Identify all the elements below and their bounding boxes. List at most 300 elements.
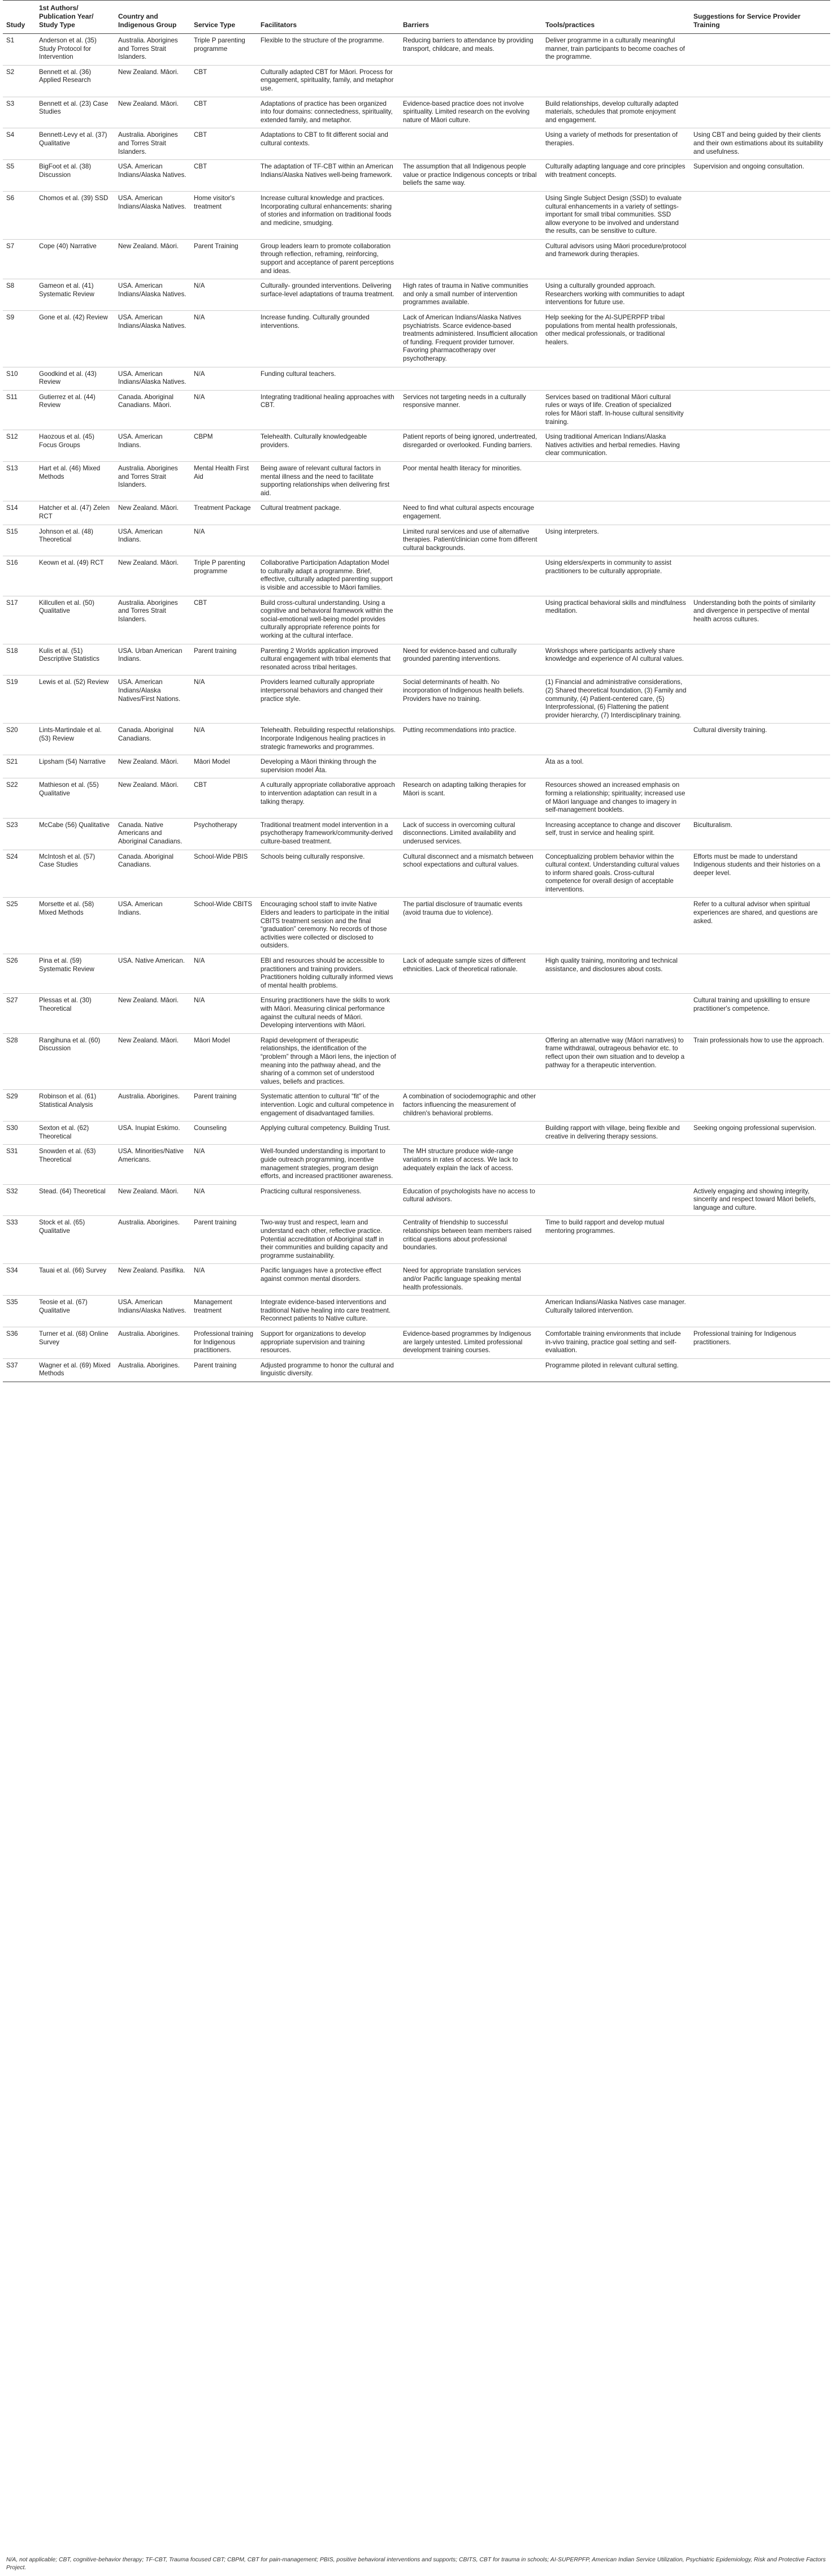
cell-tools: (1) Financial and administrative considerations, (2) Shared theoretical foundation, (3) Family and community, (4) Patient-centered care, (5) Interprofessional, (6) Flattening the patient provider hierarchy, (7) Interdisciplinary training.: [542, 676, 690, 724]
header-service: Service Type: [190, 1, 257, 34]
table-header: [3, 1, 830, 34]
cell-service: CBT: [190, 97, 257, 128]
cell-facilitators: A culturally appropriate collaborative approach to intervention adaptation can result in a talking therapy.: [257, 778, 400, 818]
cell-author: Stock et al. (65) Qualitative: [36, 1216, 115, 1264]
cell-study: S11: [3, 390, 36, 430]
cell-country: USA. Minorities/Native Americans.: [115, 1145, 190, 1184]
cell-service: Treatment Package: [190, 501, 257, 525]
cell-tools: [542, 367, 690, 390]
table-footnote: N/A, not applicable; CBT, cognitive-behavior therapy; TF-CBT, Trauma focused CBT; CBPM, CBT for pain-management; PBIS, positive behavioral interventions and supports; CBITS, CBT for trauma in schools; AI-SUPERPFP, American Indian Service Utilization, Psychiatric Epidemiology, Risk and Protective Factors Project.: [6, 2557, 826, 2571]
cell-facilitators: Cultural treatment package.: [257, 501, 400, 525]
cell-country: New Zealand. Māori.: [115, 1184, 190, 1216]
cell-facilitators: Schools being culturally responsive.: [257, 850, 400, 898]
header-study: Study: [3, 1, 36, 34]
cell-country: New Zealand. Māori.: [115, 97, 190, 128]
cell-suggestions: Train professionals how to use the approach.: [690, 1033, 830, 1090]
cell-barriers: Need to find what cultural aspects encourage engagement.: [400, 501, 542, 525]
cell-tools: Using elders/experts in community to assist practitioners to be culturally appropriate.: [542, 556, 690, 596]
cell-study: S24: [3, 850, 36, 898]
table-row: [3, 1122, 830, 1145]
cell-author: Morsette et al. (58) Mixed Methods: [36, 898, 115, 954]
cell-country: Australia. Aborigines.: [115, 1358, 190, 1382]
cell-study: S31: [3, 1145, 36, 1184]
cell-barriers: Patient reports of being ignored, undertreated, disregarded or overlooked. Funding barriers.: [400, 430, 542, 462]
cell-author: Snowden et al. (63) Theoretical: [36, 1145, 115, 1184]
cell-barriers: Education of psychologists have no access to cultural advisors.: [400, 1184, 542, 1216]
cell-tools: Cultural advisors using Māori procedure/protocol and framework during therapies.: [542, 239, 690, 279]
cell-barriers: [400, 239, 542, 279]
table-row: [3, 367, 830, 390]
cell-country: USA. American Indians/Alaska Natives.: [115, 191, 190, 239]
studies-table: [3, 0, 830, 1382]
cell-barriers: [400, 128, 542, 160]
table-row: [3, 1327, 830, 1359]
cell-service: CBT: [190, 65, 257, 97]
cell-service: School-Wide PBIS: [190, 850, 257, 898]
cell-author: Keown et al. (49) RCT: [36, 556, 115, 596]
cell-country: New Zealand. Pasifika.: [115, 1264, 190, 1296]
cell-study: S6: [3, 191, 36, 239]
cell-barriers: [400, 65, 542, 97]
cell-study: S19: [3, 676, 36, 724]
cell-study: S34: [3, 1264, 36, 1296]
cell-suggestions: [690, 1216, 830, 1264]
cell-facilitators: Flexible to the structure of the programme.: [257, 34, 400, 66]
header-barriers: Barriers: [400, 1, 542, 34]
cell-suggestions: [690, 461, 830, 501]
cell-study: S2: [3, 65, 36, 97]
cell-facilitators: Adjusted programme to honor the cultural and linguistic diversity.: [257, 1358, 400, 1382]
cell-country: Australia. Aborigines and Torres Strait Islanders.: [115, 128, 190, 160]
table-row: [3, 644, 830, 676]
cell-tools: Using practical behavioral skills and mindfulness meditation.: [542, 596, 690, 644]
cell-facilitators: Telehealth. Rebuilding respectful relationships. Incorporate Indigenous healing practices in strategic frameworks and programmes.: [257, 724, 400, 755]
header-country: Country and Indigenous Group: [115, 1, 190, 34]
cell-barriers: The MH structure produce wide-range variations in rates of access. We lack to adequately explain the lack of access.: [400, 1145, 542, 1184]
cell-facilitators: EBI and resources should be accessible to practitioners and training providers. Practitioners holding culturally informed views of mental health problems.: [257, 954, 400, 994]
cell-facilitators: The adaptation of TF-CBT within an American Indians/Alaska Natives well-being framework.: [257, 160, 400, 192]
cell-country: USA. American Indians.: [115, 898, 190, 954]
cell-facilitators: Parenting 2 Worlds application improved cultural engagement with tribal elements that resonated across tribal heritages.: [257, 644, 400, 676]
cell-facilitators: Applying cultural competency. Building Trust.: [257, 1122, 400, 1145]
cell-barriers: The assumption that all Indigenous people value or practice Indigenous concepts or tribal beliefs the same way.: [400, 160, 542, 192]
cell-country: New Zealand. Māori.: [115, 778, 190, 818]
cell-tools: [542, 1264, 690, 1296]
cell-study: S22: [3, 778, 36, 818]
cell-country: USA. American Indians.: [115, 525, 190, 556]
cell-study: S9: [3, 311, 36, 367]
table-row: [3, 556, 830, 596]
cell-service: N/A: [190, 367, 257, 390]
cell-suggestions: [690, 501, 830, 525]
cell-service: N/A: [190, 1145, 257, 1184]
cell-study: S32: [3, 1184, 36, 1216]
cell-tools: [542, 1090, 690, 1122]
cell-suggestions: Biculturalism.: [690, 818, 830, 850]
cell-facilitators: Support for organizations to develop appropriate supervision and training resources.: [257, 1327, 400, 1359]
cell-author: Chomos et al. (39) SSD: [36, 191, 115, 239]
table-row: [3, 1358, 830, 1382]
cell-country: USA. American Indians/Alaska Natives.: [115, 311, 190, 367]
header-suggestions: Suggestions for Service Provider Training: [690, 1, 830, 34]
cell-service: CBT: [190, 596, 257, 644]
cell-barriers: [400, 1122, 542, 1145]
cell-barriers: [400, 556, 542, 596]
table-row: [3, 1145, 830, 1184]
cell-facilitators: Developing a Māori thinking through the supervision model Āta.: [257, 755, 400, 778]
table-row: [3, 1184, 830, 1216]
cell-service: CBT: [190, 778, 257, 818]
cell-service: Māori Model: [190, 755, 257, 778]
cell-suggestions: [690, 755, 830, 778]
cell-author: Lints-Martindale et al. (53) Review: [36, 724, 115, 755]
cell-suggestions: [690, 65, 830, 97]
cell-barriers: [400, 1358, 542, 1382]
cell-suggestions: Actively engaging and showing integrity, sincerity and respect toward Māori beliefs, language and culture.: [690, 1184, 830, 1216]
cell-barriers: Evidence-based practice does not involve spirituality. Limited research on the evolving nature of Māori culture.: [400, 97, 542, 128]
table-row: [3, 128, 830, 160]
cell-country: New Zealand. Māori.: [115, 994, 190, 1033]
cell-study: S13: [3, 461, 36, 501]
cell-barriers: [400, 994, 542, 1033]
cell-country: USA. Urban American Indians.: [115, 644, 190, 676]
cell-service: Triple P parenting programme: [190, 34, 257, 66]
cell-suggestions: Seeking ongoing professional supervision.: [690, 1122, 830, 1145]
cell-tools: High quality training, monitoring and technical assistance, and disclosures about costs.: [542, 954, 690, 994]
cell-suggestions: [690, 644, 830, 676]
cell-author: McCabe (56) Qualitative: [36, 818, 115, 850]
table-row: [3, 160, 830, 192]
cell-barriers: A combination of sociodemographic and other factors influencing the measurement of children's behavioral problems.: [400, 1090, 542, 1122]
table-row: [3, 525, 830, 556]
cell-study: S21: [3, 755, 36, 778]
cell-barriers: Research on adapting talking therapies for Māori is scant.: [400, 778, 542, 818]
cell-author: Killcullen et al. (50) Qualitative: [36, 596, 115, 644]
cell-author: Bennett et al. (36) Applied Research: [36, 65, 115, 97]
cell-facilitators: Collaborative Participation Adaptation Model to culturally adapt a programme. Brief, effective, culturally adapted parenting support is visible and accessible to Māori families.: [257, 556, 400, 596]
cell-barriers: Services not targeting needs in a culturally responsive manner.: [400, 390, 542, 430]
cell-facilitators: Being aware of relevant cultural factors in mental illness and the need to facilitate supporting relationships when delivering first aid.: [257, 461, 400, 501]
cell-country: Canada. Native Americans and Aboriginal Canadians.: [115, 818, 190, 850]
cell-study: S27: [3, 994, 36, 1033]
cell-facilitators: Pacific languages have a protective effect against common mental disorders.: [257, 1264, 400, 1296]
cell-tools: Āta as a tool.: [542, 755, 690, 778]
table-row: [3, 596, 830, 644]
cell-tools: Culturally adapting language and core principles with treatment concepts.: [542, 160, 690, 192]
cell-suggestions: [690, 430, 830, 462]
table-row: [3, 501, 830, 525]
cell-study: S36: [3, 1327, 36, 1359]
cell-study: S12: [3, 430, 36, 462]
cell-tools: [542, 1184, 690, 1216]
cell-tools: Conceptualizing problem behavior within the cultural context. Understanding cultural values to inform shared goals. Cross-cultural competence for overall design of acceptable interventions.: [542, 850, 690, 898]
cell-barriers: [400, 191, 542, 239]
cell-country: New Zealand. Māori.: [115, 501, 190, 525]
table-row: [3, 97, 830, 128]
cell-suggestions: [690, 1296, 830, 1327]
cell-facilitators: Build cross-cultural understanding. Using a cognitive and behavioral framework within the social-emotional well-being model provides culturally appropriate reference points for working at the cultural interface.: [257, 596, 400, 644]
cell-service: School-Wide CBITS: [190, 898, 257, 954]
cell-tools: [542, 994, 690, 1033]
table-row: [3, 898, 830, 954]
cell-author: McIntosh et al. (57) Case Studies: [36, 850, 115, 898]
table-row: [3, 724, 830, 755]
table-row: [3, 755, 830, 778]
cell-country: USA. American Indians.: [115, 430, 190, 462]
cell-study: S20: [3, 724, 36, 755]
cell-barriers: Centrality of friendship to successful relationships between team members raised critical questions about professional boundaries.: [400, 1216, 542, 1264]
cell-service: Mental Health First Aid: [190, 461, 257, 501]
cell-facilitators: Providers learned culturally appropriate interpersonal behaviors and changed their practice style.: [257, 676, 400, 724]
cell-tools: [542, 1145, 690, 1184]
cell-author: Turner et al. (68) Online Survey: [36, 1327, 115, 1359]
cell-barriers: [400, 367, 542, 390]
cell-author: Lipsham (54) Narrative: [36, 755, 115, 778]
table-row: [3, 1296, 830, 1327]
cell-tools: Offering an alternative way (Māori narratives) to frame withdrawal, outrageous behavior etc. to reflect upon their own situation and to develop a pathway for a therapeutic intervention.: [542, 1033, 690, 1090]
cell-suggestions: Professional training for Indigenous practitioners.: [690, 1327, 830, 1359]
cell-suggestions: Understanding both the points of similarity and divergence in perspective of mental health across cultures.: [690, 596, 830, 644]
cell-facilitators: Adaptations to CBT to fit different social and cultural contexts.: [257, 128, 400, 160]
cell-country: New Zealand. Māori.: [115, 755, 190, 778]
cell-tools: [542, 724, 690, 755]
cell-country: New Zealand. Māori.: [115, 1033, 190, 1090]
cell-barriers: Evidence-based programmes by Indigenous are largely untested. Limited professional development training courses.: [400, 1327, 542, 1359]
table-row: [3, 850, 830, 898]
table-row: [3, 778, 830, 818]
cell-country: USA. American Indians/Alaska Natives/First Nations.: [115, 676, 190, 724]
cell-country: Australia. Aborigines.: [115, 1216, 190, 1264]
cell-country: USA. American Indians/Alaska Natives.: [115, 160, 190, 192]
cell-author: Gameon et al. (41) Systematic Review: [36, 279, 115, 311]
table-row: [3, 1033, 830, 1090]
cell-author: Hart et al. (46) Mixed Methods: [36, 461, 115, 501]
cell-tools: Comfortable training environments that include in-vivo training, practice goal setting and self-evaluation.: [542, 1327, 690, 1359]
cell-study: S35: [3, 1296, 36, 1327]
table-row: [3, 311, 830, 367]
cell-study: S33: [3, 1216, 36, 1264]
cell-author: Gone et al. (42) Review: [36, 311, 115, 367]
cell-tools: Time to build rapport and develop mutual mentoring programmes.: [542, 1216, 690, 1264]
cell-author: Anderson et al. (35) Study Protocol for Intervention: [36, 34, 115, 66]
cell-service: Triple P parenting programme: [190, 556, 257, 596]
cell-study: S5: [3, 160, 36, 192]
cell-country: USA. American Indians/Alaska Natives.: [115, 1296, 190, 1327]
cell-country: USA. Native American.: [115, 954, 190, 994]
table-row: [3, 65, 830, 97]
table-row: [3, 430, 830, 462]
cell-study: S16: [3, 556, 36, 596]
table-row: [3, 954, 830, 994]
cell-service: Parent Training: [190, 239, 257, 279]
cell-barriers: [400, 1033, 542, 1090]
cell-tools: Help seeking for the AI-SUPERPFP tribal populations from mental health professionals, other medical professionals, or traditional healers.: [542, 311, 690, 367]
cell-facilitators: Telehealth. Culturally knowledgeable providers.: [257, 430, 400, 462]
cell-suggestions: [690, 778, 830, 818]
cell-suggestions: [690, 239, 830, 279]
cell-facilitators: Practicing cultural responsiveness.: [257, 1184, 400, 1216]
cell-author: Pina et al. (59) Systematic Review: [36, 954, 115, 994]
cell-suggestions: [690, 279, 830, 311]
cell-author: Plessas et al. (30) Theoretical: [36, 994, 115, 1033]
cell-author: Teosie et al. (67) Qualitative: [36, 1296, 115, 1327]
cell-facilitators: Well-founded understanding is important to guide outreach programming, incentive management strategies, program design efforts, and increased practitioner awareness.: [257, 1145, 400, 1184]
cell-suggestions: [690, 954, 830, 994]
cell-barriers: Need for appropriate translation services and/or Pacific language speaking mental health professionals.: [400, 1264, 542, 1296]
cell-facilitators: Integrating traditional healing approaches with CBT.: [257, 390, 400, 430]
table-row: [3, 279, 830, 311]
cell-barriers: [400, 1296, 542, 1327]
cell-author: Bennett-Levy et al. (37) Qualitative: [36, 128, 115, 160]
cell-country: Australia. Aborigines and Torres Strait Islanders.: [115, 34, 190, 66]
cell-country: Australia. Aborigines.: [115, 1327, 190, 1359]
cell-author: Bennett et al. (23) Case Studies: [36, 97, 115, 128]
cell-suggestions: [690, 311, 830, 367]
cell-study: S28: [3, 1033, 36, 1090]
cell-study: S1: [3, 34, 36, 66]
cell-tools: Using traditional American Indians/Alaska Natives activities and herbal remedies. Having clear communication.: [542, 430, 690, 462]
cell-service: Parent training: [190, 1358, 257, 1382]
cell-barriers: The partial disclosure of traumatic events (avoid trauma due to violence).: [400, 898, 542, 954]
cell-study: S14: [3, 501, 36, 525]
cell-tools: Services based on traditional Māori cultural rules or ways of life. Creation of specialized roles for Māori staff. In-house cultural sensitivity training.: [542, 390, 690, 430]
cell-barriers: Need for evidence-based and culturally grounded parenting interventions.: [400, 644, 542, 676]
cell-study: S7: [3, 239, 36, 279]
cell-suggestions: Supervision and ongoing consultation.: [690, 160, 830, 192]
cell-service: Parent training: [190, 644, 257, 676]
cell-barriers: Poor mental health literacy for minorities.: [400, 461, 542, 501]
cell-study: S15: [3, 525, 36, 556]
cell-service: Professional training for Indigenous practitioners.: [190, 1327, 257, 1359]
cell-country: Canada. Aboriginal Canadians.: [115, 724, 190, 755]
cell-country: New Zealand. Māori.: [115, 239, 190, 279]
cell-tools: [542, 898, 690, 954]
table-row: [3, 461, 830, 501]
cell-facilitators: Increase cultural knowledge and practices. Incorporating cultural enhancements: sharing of stories and information on traditional foods and medicine, smudging.: [257, 191, 400, 239]
cell-barriers: Lack of adequate sample sizes of different ethnicities. Lack of theoretical rationale.: [400, 954, 542, 994]
cell-service: Home visitor's treatment: [190, 191, 257, 239]
cell-suggestions: Cultural diversity training.: [690, 724, 830, 755]
cell-service: N/A: [190, 311, 257, 367]
cell-service: CBT: [190, 128, 257, 160]
cell-author: Lewis et al. (52) Review: [36, 676, 115, 724]
cell-facilitators: Increase funding. Culturally grounded interventions.: [257, 311, 400, 367]
cell-author: Cope (40) Narrative: [36, 239, 115, 279]
cell-study: S26: [3, 954, 36, 994]
cell-study: S18: [3, 644, 36, 676]
cell-barriers: Limited rural services and use of alternative therapies. Patient/clinician come from different cultural backgrounds.: [400, 525, 542, 556]
cell-suggestions: [690, 97, 830, 128]
cell-facilitators: Adaptations of practice has been organized into four domains: connectedness, spirituality, extended family, and metaphor.: [257, 97, 400, 128]
cell-barriers: Lack of American Indians/Alaska Natives psychiatrists. Scarce evidence-based treatments administered. Insufficient allocation of funding. Frequent provider turnover. Favoring pharmacotherapy over psychotherapy.: [400, 311, 542, 367]
table-row: [3, 1216, 830, 1264]
cell-barriers: [400, 755, 542, 778]
cell-study: S29: [3, 1090, 36, 1122]
cell-facilitators: Systematic attention to cultural “fit” of the intervention. Logic and cultural competence in engagement of disadvantaged families.: [257, 1090, 400, 1122]
cell-country: Canada. Aboriginal Canadians. Māori.: [115, 390, 190, 430]
cell-service: CBPM: [190, 430, 257, 462]
cell-service: Māori Model: [190, 1033, 257, 1090]
cell-tools: [542, 65, 690, 97]
cell-author: Stead. (64) Theoretical: [36, 1184, 115, 1216]
cell-suggestions: [690, 367, 830, 390]
cell-service: Psychotherapy: [190, 818, 257, 850]
cell-study: S4: [3, 128, 36, 160]
table-row: [3, 676, 830, 724]
cell-author: Johnson et al. (48) Theoretical: [36, 525, 115, 556]
cell-service: N/A: [190, 525, 257, 556]
cell-author: Tauai et al. (66) Survey: [36, 1264, 115, 1296]
cell-author: Kulis et al. (51) Descriptive Statistics: [36, 644, 115, 676]
cell-study: S17: [3, 596, 36, 644]
table-row: [3, 191, 830, 239]
cell-study: S25: [3, 898, 36, 954]
table-row: [3, 1264, 830, 1296]
cell-suggestions: [690, 191, 830, 239]
cell-suggestions: [690, 676, 830, 724]
header-author: 1st Authors/ Publication Year/ Study Type: [36, 1, 115, 34]
cell-tools: Workshops where participants actively share knowledge and experience of AI cultural values.: [542, 644, 690, 676]
cell-facilitators: Ensuring practitioners have the skills to work with Māori. Measuring clinical performance against the cultural needs of Māori. Developing interventions with Māori.: [257, 994, 400, 1033]
cell-barriers: High rates of trauma in Native communities and only a small number of intervention programmes available.: [400, 279, 542, 311]
cell-suggestions: [690, 1145, 830, 1184]
table-row: [3, 390, 830, 430]
cell-service: Parent training: [190, 1090, 257, 1122]
header-row: [3, 1, 830, 34]
cell-facilitators: Group leaders learn to promote collaboration through reflection, reframing, reinforcing, support and acceptance of parent perceptions and ideas.: [257, 239, 400, 279]
cell-country: Australia. Aborigines.: [115, 1090, 190, 1122]
cell-author: Haozous et al. (45) Focus Groups: [36, 430, 115, 462]
cell-barriers: Lack of success in overcoming cultural disconnections. Limited availability and underused services.: [400, 818, 542, 850]
cell-suggestions: Using CBT and being guided by their clients and their own estimations about its suitability and usefulness.: [690, 128, 830, 160]
cell-study: S37: [3, 1358, 36, 1382]
cell-author: Goodkind et al. (43) Review: [36, 367, 115, 390]
cell-suggestions: Refer to a cultural advisor when spiritual experiences are shared, and questions are asked.: [690, 898, 830, 954]
cell-study: S10: [3, 367, 36, 390]
table-body: [3, 34, 830, 1382]
cell-service: N/A: [190, 994, 257, 1033]
cell-service: N/A: [190, 954, 257, 994]
cell-tools: Build relationships, develop culturally adapted materials, schedules that promote enjoyment and engagement.: [542, 97, 690, 128]
cell-study: S3: [3, 97, 36, 128]
cell-author: Sexton et al. (62) Theoretical: [36, 1122, 115, 1145]
table-row: [3, 994, 830, 1033]
cell-author: Rangihuna et al. (60) Discussion: [36, 1033, 115, 1090]
cell-tools: Using a culturally grounded approach. Researchers working with communities to adapt interventions for future use.: [542, 279, 690, 311]
cell-service: Counseling: [190, 1122, 257, 1145]
cell-author: Wagner et al. (69) Mixed Methods: [36, 1358, 115, 1382]
table-row: [3, 1090, 830, 1122]
cell-facilitators: Two-way trust and respect, learn and understand each other, reflective practice. Potential accreditation of Aboriginal staff in their communities and building capacity and programme sustainability.: [257, 1216, 400, 1264]
cell-suggestions: [690, 1090, 830, 1122]
cell-suggestions: [690, 525, 830, 556]
cell-service: Parent training: [190, 1216, 257, 1264]
cell-suggestions: Efforts must be made to understand Indigenous students and their histories on a deeper level.: [690, 850, 830, 898]
cell-tools: Increasing acceptance to change and discover self, trust in service and healing spirit.: [542, 818, 690, 850]
cell-country: USA. American Indians/Alaska Natives.: [115, 279, 190, 311]
cell-country: New Zealand. Māori.: [115, 556, 190, 596]
cell-facilitators: Encouraging school staff to invite Native Elders and leaders to participate in the initial CBITS treatment session and the final “graduation” ceremony. No records of those activities were collected or disclosed to outsiders.: [257, 898, 400, 954]
cell-tools: Using Single Subject Design (SSD) to evaluate cultural enhancements in a variety of settings-important for small tribal communities. SSD allow everyone to be involved and understand the results, can be sensitive to culture.: [542, 191, 690, 239]
cell-suggestions: [690, 1358, 830, 1382]
cell-country: Australia. Aborigines and Torres Strait Islanders.: [115, 461, 190, 501]
cell-service: N/A: [190, 390, 257, 430]
cell-country: USA. Inupiat Eskimo.: [115, 1122, 190, 1145]
cell-service: N/A: [190, 1264, 257, 1296]
cell-suggestions: [690, 556, 830, 596]
table-row: [3, 818, 830, 850]
cell-author: Robinson et al. (61) Statistical Analysis: [36, 1090, 115, 1122]
